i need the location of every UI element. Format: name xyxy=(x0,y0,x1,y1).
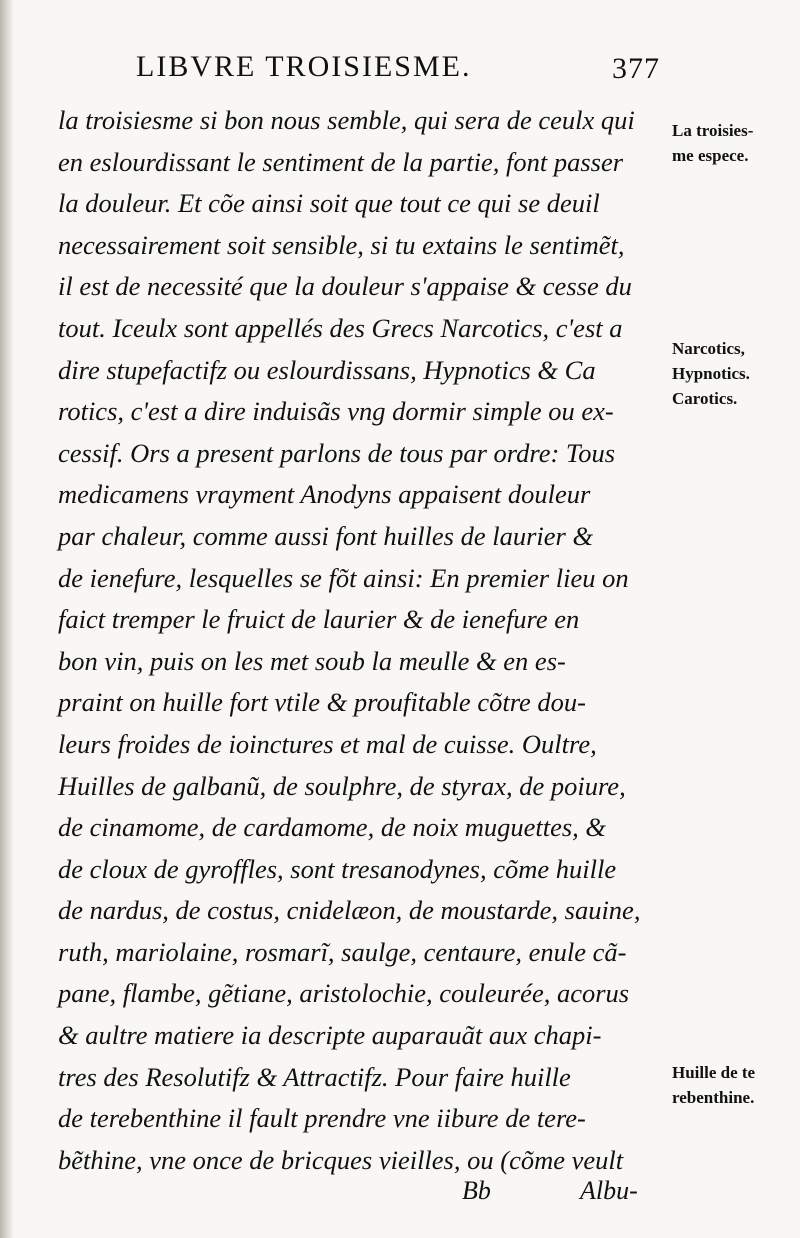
margin-note-line: Huille de te xyxy=(672,1063,756,1082)
text-line: cessif. Ors a present parlons de tous par ordre: Tous xyxy=(58,437,616,468)
margin-note-line: Narcotics, xyxy=(672,339,745,358)
margin-note-line: rebenthine. xyxy=(672,1088,755,1107)
margin-note-troisiesme-espece xyxy=(672,118,796,168)
text-line: tres des Resolutifz & Attractifz. Pour faire huille xyxy=(58,1061,571,1092)
text-line: de cinamome, de cardamome, de noix muguettes, & xyxy=(58,812,607,843)
text-line: praint on huille fort vtile & proufitable cõtre dou- xyxy=(58,687,586,718)
page-footer xyxy=(0,1176,800,1216)
text-line: la douleur. Et cõe ainsi soit que tout ce qui se deuil xyxy=(58,188,600,219)
text-line: en eslourdissant le sentiment de la partie, font passer xyxy=(58,146,624,177)
text-line: de nardus, de costus, cnidelæon, de moustarde, sauine, xyxy=(58,895,641,926)
text-line: de ienefure, lesquelles se fõt ainsi: En premier lieu on xyxy=(58,562,629,593)
text-line: rotics, c'est a dire induisãs vng dormir simple ou ex- xyxy=(58,396,614,427)
text-line: la troisiesme si bon nous semble, qui sera de ceulx qui xyxy=(58,105,635,135)
text-line: necessairement soit sensible, si tu extains le sentimẽt, xyxy=(58,229,625,260)
catchword: Albu- xyxy=(580,1176,638,1205)
text-line: dire stupefactifz ou eslourdissans, Hypnotics & Ca xyxy=(58,354,596,385)
main-text-block xyxy=(58,100,670,1181)
text-line: ruth, mariolaine, rosmarĩ, saulge, centaure, enule cã- xyxy=(58,936,627,967)
margin-note-line: Carotics. xyxy=(672,389,738,408)
signature-mark: Bb xyxy=(462,1176,491,1205)
text-line: il est de necessité que la douleur s'appaise & cesse du xyxy=(58,271,632,302)
margin-note-narcotics xyxy=(672,336,796,411)
page-number: 377 xyxy=(612,52,660,85)
text-line: leurs froides de ioinctures et mal de cuisse. Oultre, xyxy=(58,728,597,759)
text-line: de terebenthine il fault prendre vne iibure de tere- xyxy=(58,1103,586,1134)
text-line: faict tremper le fruict de laurier & de ienefure en xyxy=(58,604,580,635)
text-line: bẽthine, vne once de bricques vieilles, ou (cõme veult xyxy=(58,1144,624,1175)
margin-note-huille-terebenthine xyxy=(672,1060,796,1110)
margin-note-line: me espece. xyxy=(672,146,749,165)
running-head: LIBVRE TROISIESME. xyxy=(136,50,472,83)
page-header xyxy=(0,50,800,90)
margin-note-line: Hypnotics. xyxy=(672,364,750,383)
margin-note-line: La troisies- xyxy=(672,121,754,140)
gutter-shadow xyxy=(0,0,14,1238)
text-line: medicamens vrayment Anodyns appaisent douleur xyxy=(58,479,591,510)
text-line: Huilles de galbanũ, de soulphre, de styrax, de poiure, xyxy=(58,770,626,801)
text-line: tout. Iceulx sont appellés des Grecs Narcotics, c'est a xyxy=(58,312,623,343)
text-line: par chaleur, comme aussi font huilles de laurier & xyxy=(58,520,594,551)
text-line: bon vin, puis on les met soub la meulle & en es- xyxy=(58,645,566,676)
text-line: de cloux de gyroffles, sont tresanodynes, cõme huille xyxy=(58,853,617,884)
text-line: & aultre matiere ia descripte auparauãt aux chapi- xyxy=(58,1020,602,1051)
text-line: pane, flambe, gẽtiane, aristolochie, couleurée, acorus xyxy=(58,978,630,1009)
